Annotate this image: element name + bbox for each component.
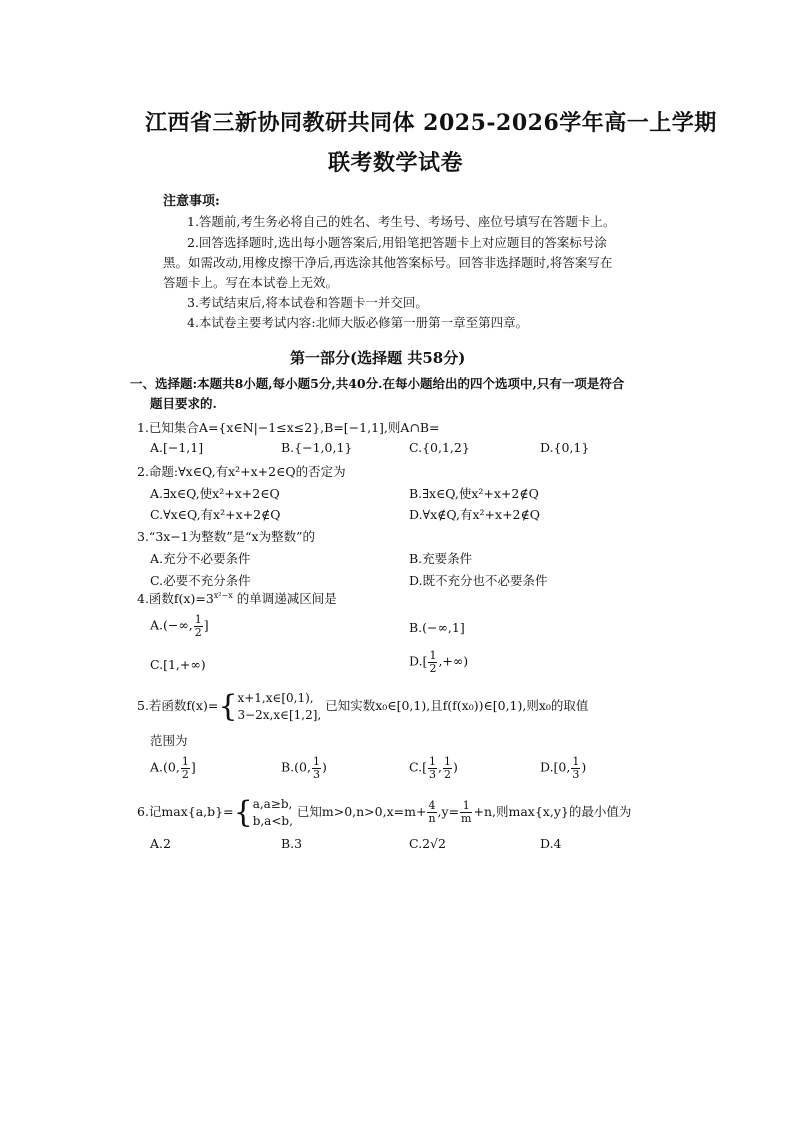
q2-stem: 2.命题:∀x∈Q,有x²+x+2∈Q的否定为 (137, 464, 346, 479)
q5-d-num: 1 (572, 755, 580, 768)
q5-b-post: ) (321, 759, 327, 775)
note-2a: 2.回答选择题时,选出每小题答案后,用铅笔把答题卡上对应题目的答案标号涂 (187, 235, 607, 250)
q6-stem-mid: 已知m>0,n>0,x=m+ (296, 804, 427, 819)
q6-frac-1m-num: 1 (460, 800, 472, 813)
q4-option-a[interactable] (150, 614, 209, 638)
q2-option-d[interactable]: D.∀x∉Q,有x²+x+2∉Q (409, 507, 541, 522)
q4-d-pre: D.[ (409, 653, 428, 669)
q1-stem: 1.已知集合A={x∈N|−1≤x≤2},B=[−1,1],则A∩B= (137, 420, 440, 435)
q5-option-d[interactable] (540, 756, 586, 780)
q5-option-a[interactable] (150, 756, 196, 780)
q5-c-den-2: 2 (443, 767, 451, 781)
q5-stem-pre: 5.若函数f(x)= (137, 698, 219, 713)
q5-a-den: 2 (181, 767, 189, 781)
q5-c-pre: C.[ (409, 759, 427, 775)
note-2b: 黑。如需改动,用橡皮擦干净后,再选涂其他答案标号。回答非选择题时,将答案写在 (163, 255, 613, 270)
q6-stem-post: +n,则max{x,y}的最小值为 (473, 804, 632, 819)
q5-c-num-1: 1 (428, 755, 436, 768)
q5-case-2: 3−2x,x∈[1,2], (237, 707, 322, 722)
q4-stem-pre: 4.函数f(x)=3 (137, 591, 214, 606)
q5-d-fraction (571, 756, 580, 780)
q6-frac-4n (427, 800, 436, 824)
q6-frac-1m-den: m (461, 812, 472, 825)
q2-option-b[interactable]: B.∃x∈Q,使x²+x+2∉Q (409, 486, 539, 501)
q5-c-den-1: 3 (428, 767, 436, 781)
part1-title: 第一部分(选择题 共58分) (290, 349, 466, 367)
q6-option-c[interactable]: C.2√2 (409, 836, 446, 851)
q4-d-fraction (428, 650, 437, 674)
q6-stem-mid2: ,y= (437, 804, 460, 819)
page-title: 江西省三新协同教研共同体 2025-2026学年高一上学期 (145, 110, 717, 136)
q5-d-den: 3 (572, 767, 580, 781)
q5-c-post: ) (452, 759, 458, 775)
q6-option-b[interactable]: B.3 (281, 836, 303, 851)
q1-option-c[interactable]: C.{0,1,2} (409, 440, 470, 455)
q4-a-num: 1 (194, 613, 202, 626)
q6-frac-4n-num: 4 (428, 799, 436, 813)
note-4: 4.本试卷主要考试内容:北师大版必修第一册第一章至第四章。 (187, 315, 529, 330)
q4-a-den: 2 (194, 625, 202, 639)
q5-stem-cont: 范围为 (150, 733, 188, 748)
page-subtitle: 联考数学试卷 (328, 150, 464, 176)
q3-stem: 3.“3x−1为整数”是“x为整数”的 (137, 529, 315, 544)
q6-brace: { (233, 795, 253, 830)
q4-d-den: 2 (429, 661, 437, 675)
q4-a-post: ] (203, 617, 209, 633)
q4-exponent: x²−x (213, 590, 233, 600)
q5-d-pre: D.[0, (540, 759, 571, 775)
q1-option-a[interactable]: A.[−1,1] (150, 440, 204, 455)
q6-frac-4n-den: n (428, 812, 436, 825)
q4-d-num: 1 (429, 649, 437, 662)
q6-option-a[interactable]: A.2 (150, 836, 171, 851)
q5-a-post: ] (190, 759, 196, 775)
section-instructions-cont: 题目要求的. (150, 396, 217, 411)
q5-c-fraction-1 (428, 756, 437, 780)
q5-option-c[interactable]: C.[ $\frac{1}{3}$ , $\frac{1}{2}$ ) (409, 755, 458, 781)
q5-c-fraction-2 (443, 756, 452, 780)
q5-a-pre: A.(0, (150, 759, 180, 775)
q6-cases (253, 796, 293, 828)
q6-case-1: a,a≥b, (252, 797, 293, 812)
q5-brace: { (218, 689, 238, 724)
q5-stem-post: 已知实数x₀∈[0,1),且f(f(x₀))∈[0,1),则x₀的取值 (325, 698, 589, 713)
q4-stem-post: 的单调递减区间是 (236, 591, 337, 606)
q2-option-c[interactable]: C.∀x∈Q,有x²+x+2∉Q (150, 507, 281, 522)
q5-a-num: 1 (181, 755, 189, 768)
q6-frac-1m (460, 800, 472, 824)
q6-option-d[interactable]: D.4 (540, 836, 562, 851)
q6-stem (137, 795, 631, 830)
q5-option-b[interactable] (281, 756, 327, 780)
q4-option-c[interactable]: C.[1,+∞) (150, 657, 206, 672)
q5-b-pre: B.(0, (281, 759, 311, 775)
q5-c-num-2: 1 (443, 755, 451, 768)
q5-case-1: x+1,x∈[0,1), (237, 691, 314, 706)
q5-a-fraction (181, 756, 190, 780)
note-3: 3.考试结束后,将本试卷和答题卡一并交回。 (187, 295, 428, 310)
q5-b-num: 1 (312, 755, 320, 768)
note-1: 1.答题前,考生务必将自己的姓名、考生号、考场号、座位号填写在答题卡上。 (187, 214, 616, 229)
q5-b-den: 3 (312, 767, 320, 781)
q4-d-post: ,+∞) (438, 653, 469, 669)
q3-option-a[interactable]: A.充分不必要条件 (150, 551, 251, 566)
q4-stem (137, 589, 337, 607)
q5-b-fraction (312, 756, 321, 780)
q5-stem (137, 689, 588, 724)
q6-stem-pre: 6.记max{a,b}= (137, 804, 234, 819)
q3-option-d[interactable]: D.既不充分也不必要条件 (409, 573, 548, 588)
notes-heading: 注意事项: (163, 194, 220, 209)
q4-a-pre: A.(−∞, (150, 617, 193, 633)
q5-d-post: ) (581, 759, 587, 775)
q5-cases (237, 690, 321, 722)
q1-option-d[interactable]: D.{0,1} (540, 440, 590, 455)
q4-a-fraction (194, 614, 203, 638)
q6-case-2: b,a<b, (252, 813, 293, 828)
q3-option-b[interactable]: B.充要条件 (409, 551, 473, 566)
q4-option-b[interactable]: B.(−∞,1] (409, 620, 465, 635)
q2-option-a[interactable]: A.∃x∈Q,使x²+x+2∈Q (150, 486, 280, 501)
q3-option-c[interactable]: C.必要不充分条件 (150, 573, 251, 588)
section-instructions: 一、选择题:本题共8小题,每小题5分,共40分.在每小题给出的四个选项中,只有一项是符合 (130, 376, 625, 391)
q4-option-d[interactable] (409, 650, 468, 674)
q1-option-b[interactable]: B.{−1,0,1} (281, 440, 353, 455)
note-2c: 答题卡上。写在本试卷上无效。 (163, 275, 339, 290)
